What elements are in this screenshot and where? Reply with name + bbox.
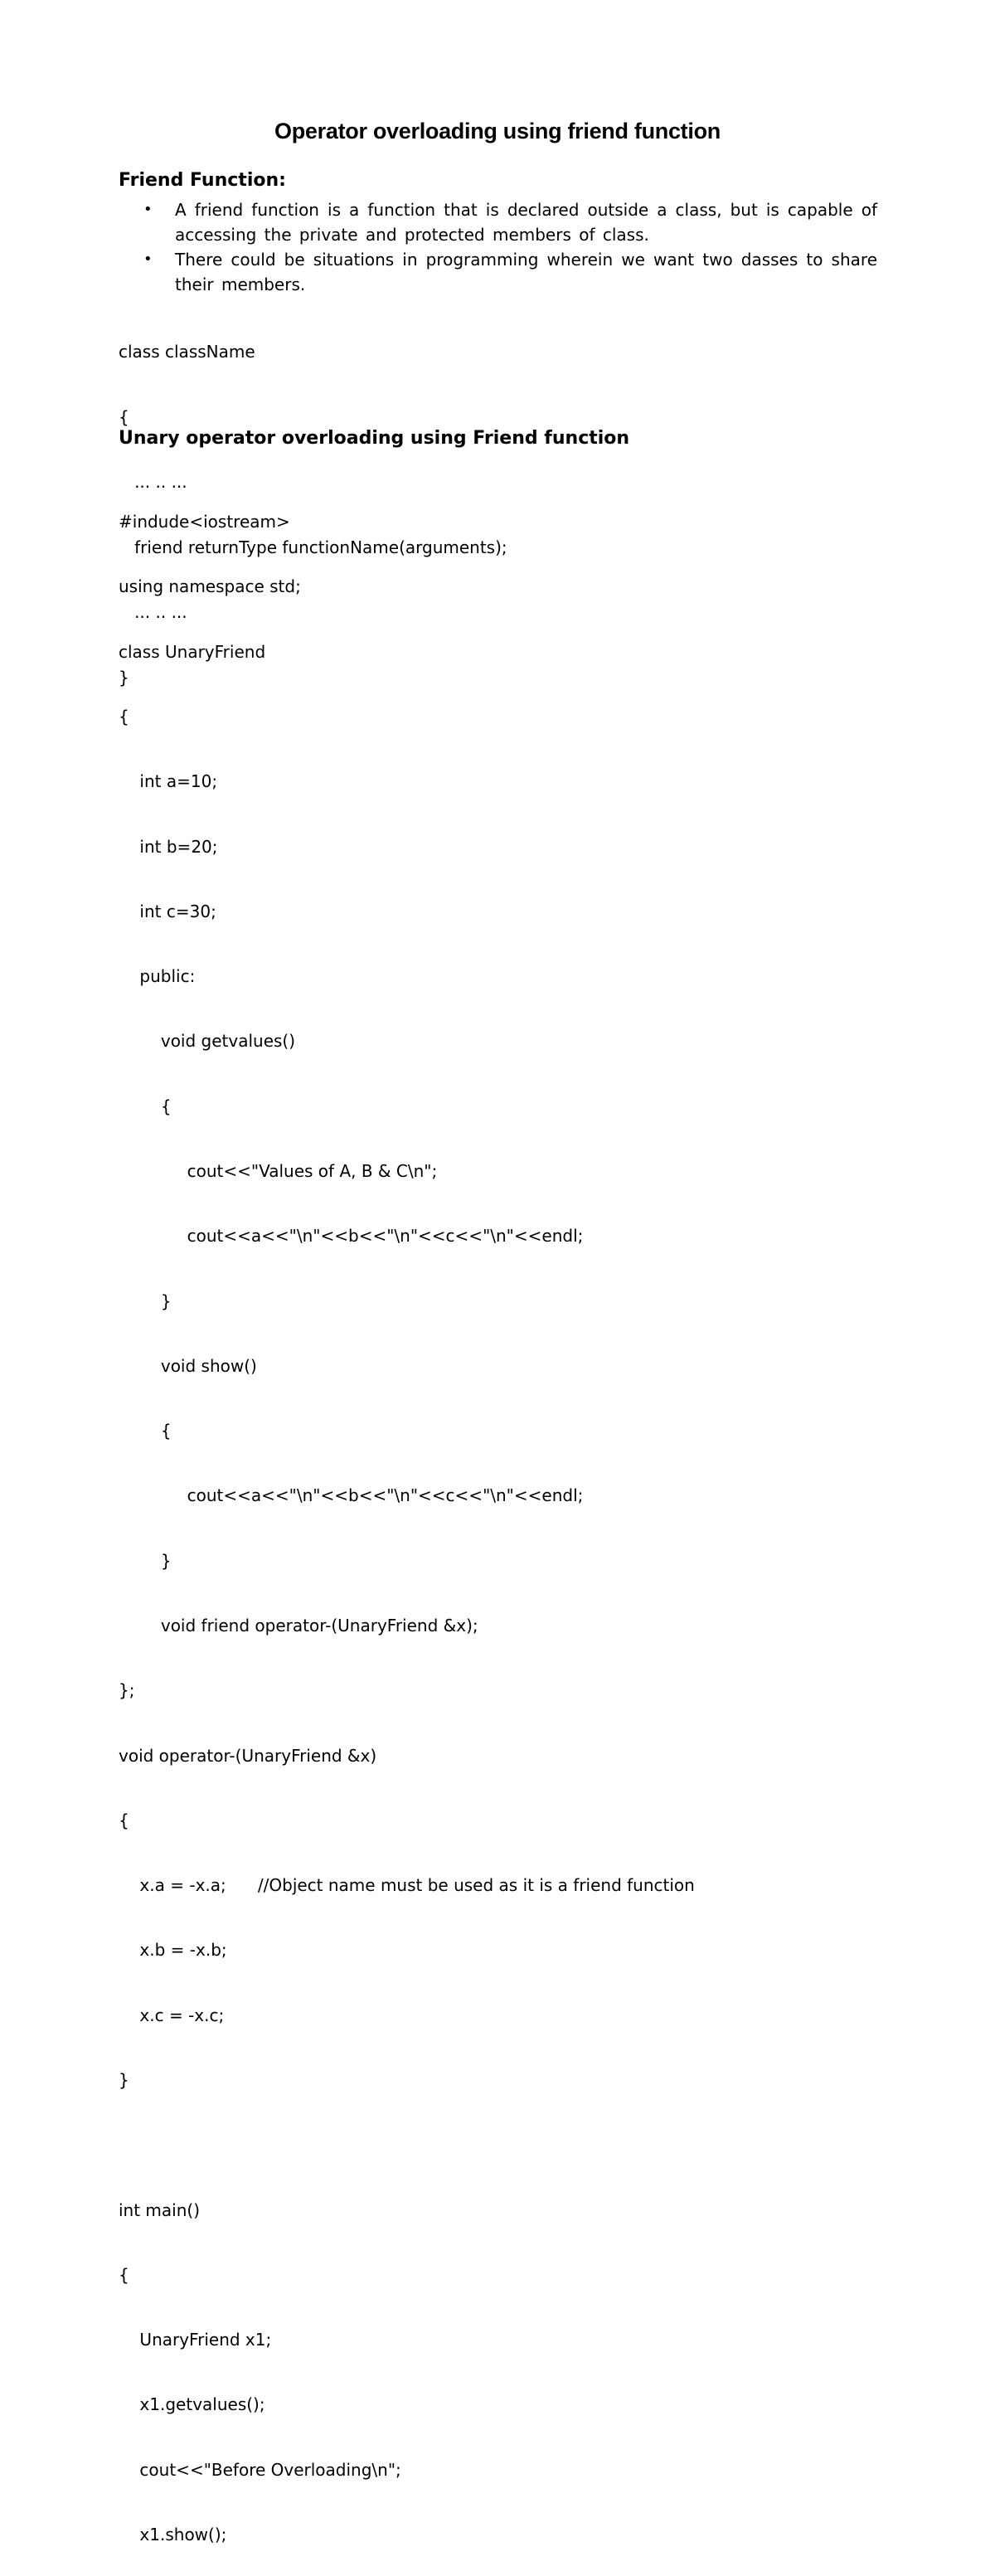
- bullet-icon: •: [143, 201, 153, 218]
- code-line: void friend operator-(UnaryFriend &x);: [119, 1615, 478, 1636]
- code-line: [119, 2134, 695, 2156]
- bullet-list: [119, 197, 877, 297]
- code-line: }: [119, 1290, 172, 1311]
- code-line: UnaryFriend x1;: [119, 2330, 272, 2350]
- list-item: [119, 197, 877, 247]
- code-line: {: [119, 1096, 172, 1116]
- code-line: int c=30;: [119, 901, 216, 921]
- code-line: int a=10;: [119, 771, 218, 792]
- code-line: {: [119, 2264, 129, 2285]
- code-line: }: [119, 667, 129, 688]
- code-line: cout<<"Values of A, B & C\n";: [119, 1161, 438, 1181]
- unary-heading: Unary operator overloading using Friend function: [119, 428, 630, 449]
- code-line: ... .. ...: [119, 602, 187, 623]
- code-line: void show(): [119, 1355, 257, 1376]
- code-line: class className: [119, 342, 255, 362]
- code-line: x.c = -x.c;: [119, 2005, 225, 2025]
- code-line: class UnaryFriend: [119, 641, 266, 662]
- code-line: friend returnType functionName(arguments);: [119, 537, 507, 557]
- code-line: x1.getvalues();: [119, 2394, 265, 2415]
- code-line: x1.show();: [119, 2524, 227, 2544]
- code-line: public:: [119, 966, 196, 987]
- page-title: Operator overloading using friend function: [274, 119, 721, 143]
- bullet-icon: •: [143, 250, 153, 268]
- friend-function-heading: Friend Function:: [119, 170, 286, 191]
- example-code-block: [119, 468, 695, 2576]
- code-line: cout<<a<<"\n"<<b<<"\n"<<c<<"\n"<<endl;: [119, 1485, 584, 1506]
- code-line: {: [119, 406, 129, 427]
- code-line: void getvalues(): [119, 1031, 296, 1052]
- code-line: cout<<"Before Overloading\n";: [119, 2459, 401, 2480]
- code-line: {: [119, 1421, 172, 1441]
- list-item: [119, 247, 877, 297]
- bullet-text: There could be situations in programming wherein we want two dasses to share their members.: [175, 250, 877, 294]
- code-line: int b=20;: [119, 836, 218, 857]
- code-line: {: [119, 707, 129, 727]
- code-line: ... .. ...: [119, 472, 187, 493]
- code-line: x.a = -x.a; //Object name must be used as it is a friend function: [119, 1875, 695, 1896]
- bullet-text: A friend function is a function that is declared outside a class, but is capable of accessing the private and protected members of class.: [175, 200, 877, 245]
- code-line: using namespace std;: [119, 576, 301, 597]
- code-line: int main(): [119, 2199, 201, 2220]
- code-line: #indude<iostream>: [119, 512, 290, 532]
- code-line: }: [119, 2069, 129, 2090]
- code-line: cout<<a<<"\n"<<b<<"\n"<<c<<"\n"<<endl;: [119, 1226, 584, 1247]
- code-line: void operator-(UnaryFriend &x): [119, 1745, 377, 1766]
- code-line: {: [119, 1810, 129, 1830]
- code-line: x.b = -x.b;: [119, 1940, 227, 1961]
- code-line: }: [119, 1550, 172, 1571]
- code-line: };: [119, 1680, 135, 1701]
